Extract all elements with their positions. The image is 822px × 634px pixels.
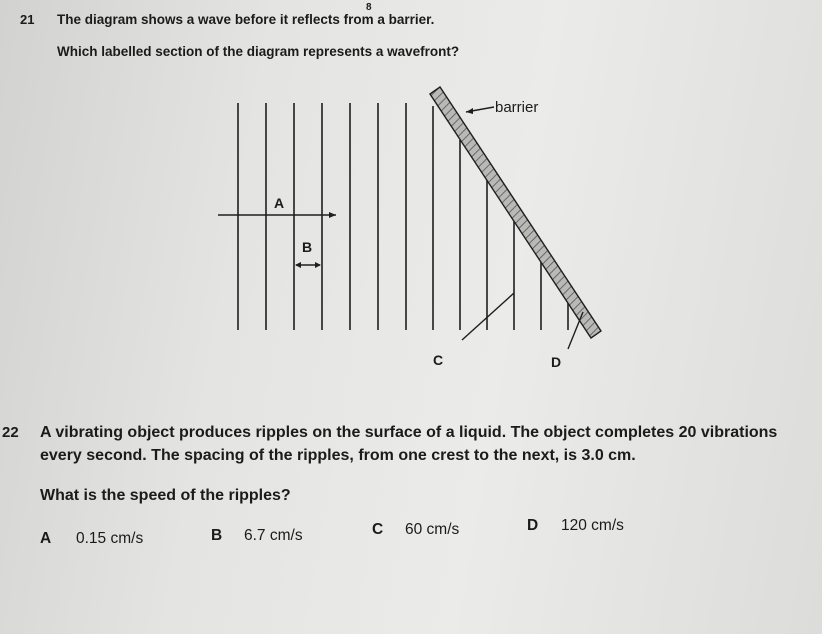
label-d: D	[551, 354, 562, 370]
option-c-value: 60 cm/s	[405, 521, 460, 538]
barrier	[430, 87, 601, 338]
section-c-line	[462, 293, 514, 340]
section-d-line	[568, 312, 583, 349]
section-b-arrowhead-left	[295, 262, 301, 268]
option-a-letter: A	[40, 530, 52, 547]
label-b: B	[302, 239, 313, 255]
question-22-text-line1: A vibrating object produces ripples on the surface of a liquid. The object completes 20 vibrations	[40, 424, 778, 441]
option-a-value: 0.15 cm/s	[76, 530, 144, 547]
section-b-arrowhead-right	[315, 262, 321, 268]
option-d-value: 120 cm/s	[561, 517, 624, 534]
option-b-value: 6.7 cm/s	[244, 527, 303, 544]
label-c: C	[433, 352, 444, 368]
option-d-letter: D	[527, 517, 539, 534]
option-c-letter: C	[372, 521, 384, 538]
question-21-number: 21	[20, 12, 35, 27]
question-21-prompt: Which labelled section of the diagram represents a wavefront?	[57, 44, 460, 59]
question-22-prompt: What is the speed of the ripples?	[40, 487, 291, 504]
barrier-label-arrowhead	[466, 108, 473, 114]
question-22-number: 22	[2, 424, 19, 441]
barrier-label: barrier	[495, 99, 539, 116]
section-a-arrowhead	[329, 212, 336, 218]
question-21-text: The diagram shows a wave before it reflects from a barrier.	[57, 12, 435, 27]
option-b-letter: B	[211, 527, 223, 544]
label-a: A	[274, 195, 285, 211]
page-number: 8	[366, 2, 372, 13]
question-22-text-line2: every second. The spacing of the ripples, from one crest to the next, is 3.0 cm.	[40, 447, 636, 464]
